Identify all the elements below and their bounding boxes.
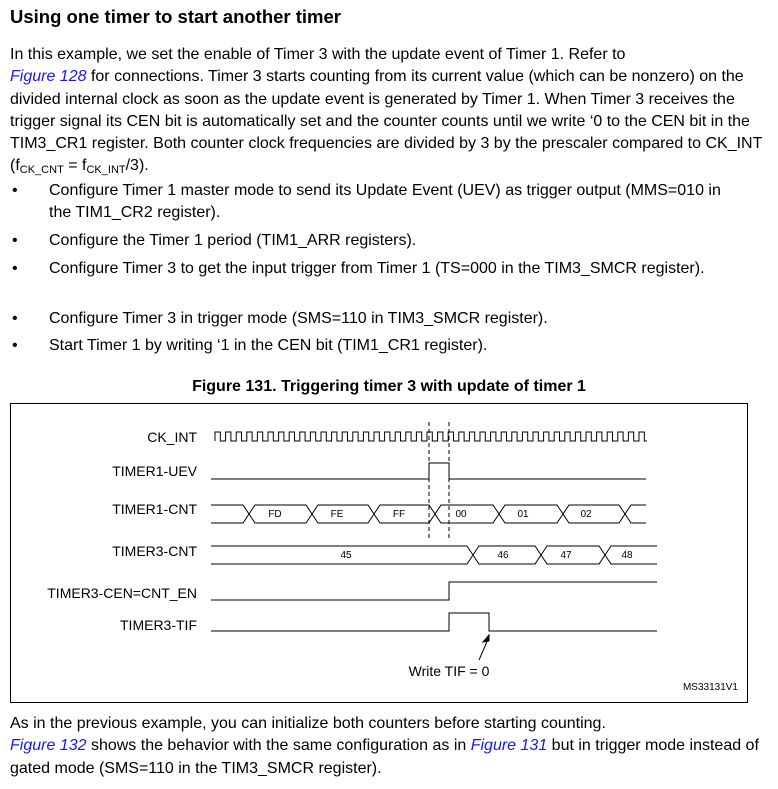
list-item-text: Start Timer 1 by writing ‘1 in the CEN bit (TIM1_CR1 register). [49, 337, 488, 354]
timer3-value: 48 [621, 550, 633, 561]
timer3-cen-waveform [211, 582, 657, 600]
timer3-cnt-bus [211, 546, 657, 564]
list-item-text: Configure the Timer 1 period (TIM1_ARR registers). [49, 232, 417, 249]
outro-text-c: but in trigger mode instead of gated mode (SMS=110 in the TIM3_SMCR register). [10, 737, 759, 777]
ck-int-waveform [215, 432, 647, 441]
signal-label-ck-int: CK_INT [147, 429, 197, 445]
subscript-ck-cnt: CK_CNT [19, 164, 64, 177]
timer3-value: 45 [340, 550, 352, 561]
timing-diagram-svg [11, 404, 747, 702]
intro-text-d: /3). [125, 157, 149, 175]
bullet-icon: • [12, 232, 18, 249]
signal-label-timer3-cnt: TIMER3-CNT [112, 543, 197, 559]
subscript-ck-int: CK_INT [86, 164, 126, 177]
timer1-value: 00 [455, 509, 467, 520]
intro-text-a: In this example, we set the enable of Timer 3 with the update event of Timer 1. Refer to [10, 46, 626, 63]
signal-label-timer1-cnt: TIMER1-CNT [112, 501, 197, 517]
section-heading: Using one timer to start another timer [10, 6, 341, 27]
intro-text-c: = f [63, 157, 87, 175]
write-tif-annotation: Write TIF = 0 [408, 663, 490, 679]
bullet-icon: • [12, 260, 18, 277]
timer1-value: FE [330, 509, 344, 520]
list-item-text: Configure Timer 3 to get the input trigger from Timer 1 (TS=000 in the TIM3_SMCR register). [49, 260, 705, 277]
signal-label-timer3-cen: TIMER3-CEN=CNT_EN [47, 585, 197, 601]
figure-128-link[interactable]: Figure 128 [10, 68, 87, 86]
timer1-value: FD [268, 509, 282, 520]
timer1-value: 01 [517, 509, 529, 520]
timer1-value: FF [392, 509, 406, 520]
list-item-text: Configure Timer 1 master mode to send its Update Event (UEV) as trigger output (MMS=010 in the TIM1_CR2 register). [49, 182, 721, 222]
timer3-value: 46 [497, 550, 509, 561]
intro-text-b: for connections. Timer 3 starts counting from its current value (which can be nonzero) on the divided internal clock as soon as the update event is generated by Timer 1. When Timer 3 receives the trigger signal its CEN bit is automatically set and the counter counts until we write ‘0 to the CEN bit in the TIM3_CR1 register. Both counter clock frequencies are divided by 3 by the prescaler compared to CK_INT (f [10, 68, 763, 175]
intro-paragraph [10, 44, 770, 178]
bullet-icon: • [12, 337, 18, 354]
timer3-tif-waveform [211, 613, 657, 631]
outro-text-b: shows the behavior with the same configuration as in [86, 737, 471, 755]
timer1-value: 02 [580, 509, 592, 520]
figure-132-link[interactable]: Figure 132 [10, 737, 87, 755]
outro-paragraph [10, 713, 770, 780]
list-item-text: Configure Timer 3 in trigger mode (SMS=110 in TIM3_SMCR register). [49, 310, 548, 327]
bullet-icon: • [12, 182, 18, 199]
timer3-value: 47 [560, 550, 572, 561]
figure-title: Figure 131. Triggering timer 3 with update of timer 1 [192, 378, 586, 395]
timing-diagram [10, 403, 748, 703]
outro-text-a: As in the previous example, you can initialize both counters before starting counting. [10, 715, 606, 732]
arrow-head-icon [483, 635, 489, 642]
figure-131-link[interactable]: Figure 131 [470, 737, 548, 755]
bullet-icon: • [12, 310, 18, 327]
signal-label-timer3-tif: TIMER3-TIF [120, 617, 197, 633]
figure-ref-code: MS33131V1 [682, 682, 738, 693]
signal-label-timer1-uev: TIMER1-UEV [112, 463, 197, 479]
